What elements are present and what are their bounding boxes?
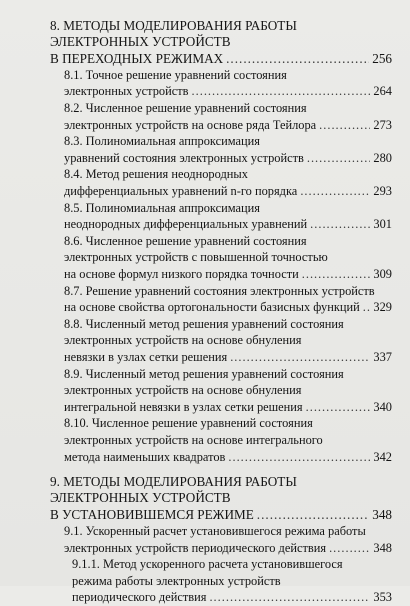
dot-leader [226, 51, 369, 67]
toc-section-10 [0, 415, 392, 465]
toc-section-9 [0, 366, 392, 416]
toc-entry-title-end: на основе свойства ортогональности базисных функций [64, 300, 360, 315]
toc-entry-title-end: В ПЕРЕХОДНЫХ РЕЖИМАХ [50, 50, 224, 66]
toc-page-number: 329 [373, 300, 392, 315]
toc-entry-line: 8.2. Численное решение уравнений состояния [64, 101, 307, 116]
toc-entry-line: 8.4. Метод решения неоднородных [64, 167, 248, 182]
dot-leader [363, 299, 371, 316]
toc-page-number: 348 [372, 506, 392, 522]
dot-leader [192, 83, 371, 100]
dot-leader [302, 266, 371, 283]
toc-entry-line: ЭЛЕКТРОННЫХ УСТРОЙСТВ [50, 490, 231, 506]
toc-entry-title-end: дифференциальных уравнений n-го порядка [64, 184, 298, 199]
toc-page-number: 337 [373, 349, 392, 364]
toc-entry-line: электронных устройств с повышенной точностью [64, 250, 328, 265]
toc-section-3 [0, 133, 392, 166]
toc-entry-title-end: невязки в узлах сетки решения [64, 349, 228, 364]
toc-section-2 [0, 100, 392, 133]
toc-entry-title-end: электронных устройств на основе ряда Тейлора [64, 117, 317, 132]
toc-chapter-11 [0, 474, 392, 523]
toc-entry-title-end: интегральной невязки в узлах сетки решения [64, 399, 303, 414]
toc-entry-title-end: периодического действия [72, 590, 207, 605]
toc-entry-title-end: метода наименьших квадратов [64, 449, 226, 464]
toc-entry-line: 9.1.1. Метод ускоренного расчета установившегося [72, 557, 343, 572]
table-of-contents [0, 18, 392, 606]
toc-entry-line: 8.10. Численное решение уравнений состояния [64, 416, 313, 431]
toc-page-number: 256 [372, 50, 392, 66]
toc-page-number: 309 [373, 267, 392, 282]
toc-entry-leader-line [64, 150, 392, 167]
dot-leader [310, 216, 370, 233]
dot-leader [319, 117, 370, 134]
toc-entry-title-end: электронных устройств периодического действия [64, 540, 327, 555]
toc-page-number: 353 [373, 590, 392, 605]
toc-chapter-0 [0, 18, 392, 67]
toc-entry-leader-line [64, 449, 392, 466]
toc-entry-line: ЭЛЕКТРОННЫХ УСТРОЙСТВ [50, 34, 231, 50]
dot-leader [329, 540, 370, 557]
toc-page-number: 264 [373, 84, 392, 99]
toc-entry-line: 8.7. Решение уравнений состояния электронных устройств [64, 283, 375, 298]
toc-entry-line: электронных устройств на основе обнуления [64, 333, 302, 348]
toc-section-5 [0, 200, 392, 233]
toc-section-4 [0, 166, 392, 199]
dot-leader [306, 399, 371, 416]
toc-entry-line: 8. МЕТОДЫ МОДЕЛИРОВАНИЯ РАБОТЫ [50, 18, 297, 33]
dot-leader [228, 449, 370, 466]
toc-entry-leader-line [72, 589, 392, 606]
toc-entry-line: 8.5. Полиномиальная аппроксимация [64, 200, 260, 215]
toc-entry-leader-line [50, 51, 392, 67]
toc-entry-leader-line [64, 216, 392, 233]
toc-section-1 [0, 67, 392, 100]
dot-leader [300, 183, 370, 200]
toc-section-7 [0, 283, 392, 316]
toc-page-number: 301 [373, 217, 392, 232]
toc-entry-leader-line [64, 83, 392, 100]
toc-entry-title-end: неоднородных дифференциальных уравнений [64, 217, 308, 232]
toc-entry-line: 9.1. Ускоренный расчет установившегося режима работы [64, 524, 366, 539]
toc-entry-line: 8.1. Точное решение уравнений состояния [64, 67, 287, 82]
toc-page-number: 342 [373, 449, 392, 464]
toc-entry-title-end: уравнений состояния электронных устройств [64, 150, 304, 165]
toc-page-number: 340 [373, 399, 392, 414]
toc-page-number: 348 [373, 540, 392, 555]
toc-page-number: 280 [373, 150, 392, 165]
dot-leader [307, 150, 371, 167]
toc-entry-line: режима работы электронных устройств [72, 573, 281, 588]
toc-section-8 [0, 316, 392, 366]
toc-page-number: 293 [373, 184, 392, 199]
toc-entry-leader-line [50, 507, 392, 523]
toc-entry-leader-line [64, 117, 392, 134]
toc-entry-line: 8.3. Полиномиальная аппроксимация [64, 134, 260, 149]
toc-entry-leader-line [64, 540, 392, 557]
toc-entry-leader-line [64, 399, 392, 416]
toc-entry-title-end: В УСТАНОВИВШЕМСЯ РЕЖИМЕ [50, 506, 254, 522]
toc-entry-line: электронных устройств на основе обнуления [64, 383, 302, 398]
toc-entry-line: 8.8. Численный метод решения уравнений состояния [64, 316, 344, 331]
dot-leader [230, 349, 370, 366]
toc-page-number: 273 [373, 117, 392, 132]
toc-entry-leader-line [64, 299, 392, 316]
toc-entry-leader-line [64, 266, 392, 283]
toc-section-12 [0, 523, 392, 556]
dot-leader [257, 507, 369, 523]
toc-entry-line: 8.6. Численное решение уравнений состояния [64, 233, 307, 248]
toc-entry-line: 9. МЕТОДЫ МОДЕЛИРОВАНИЯ РАБОТЫ [50, 474, 297, 490]
dot-leader [209, 589, 370, 606]
toc-entry-title-end: на основе формул низкого порядка точности [64, 267, 299, 282]
toc-entry-line: 8.9. Численный метод решения уравнений состояния [64, 366, 344, 381]
toc-section-6 [0, 233, 392, 283]
toc-entry-leader-line [64, 183, 392, 200]
toc-entry-title-end: электронных устройств [64, 84, 189, 99]
toc-section-13 [0, 556, 392, 606]
toc-entry-leader-line [64, 349, 392, 366]
toc-entry-line: электронных устройств на основе интегрального [64, 432, 323, 447]
